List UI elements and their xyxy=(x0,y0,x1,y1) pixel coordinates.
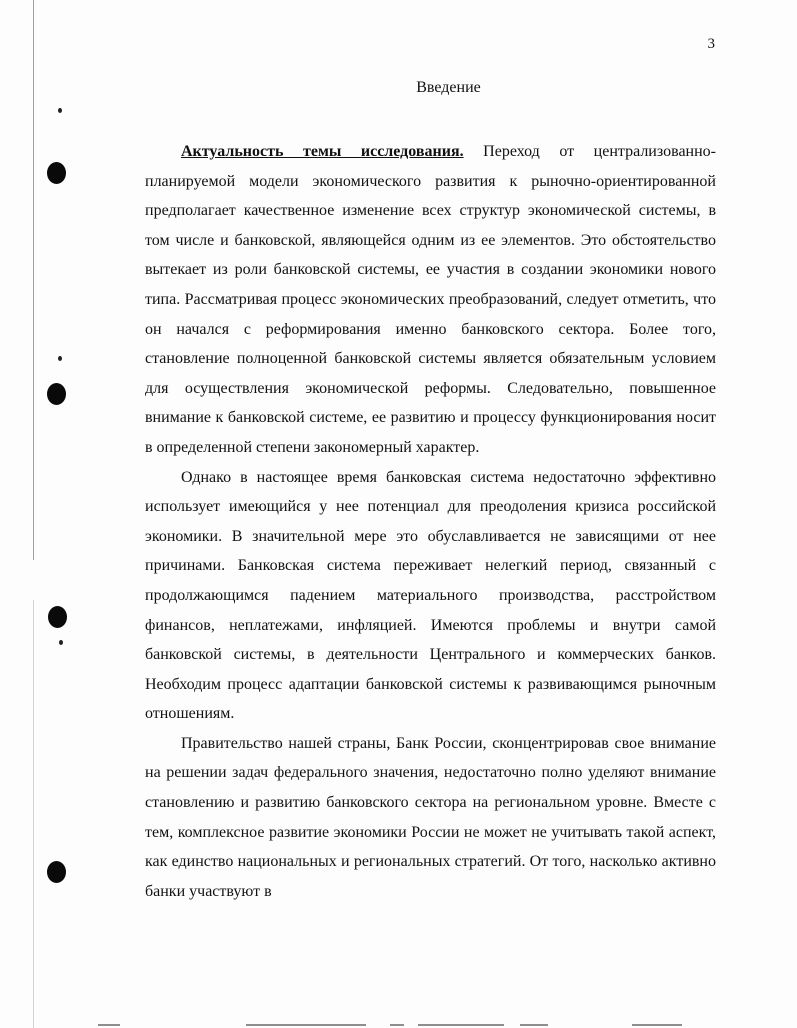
paragraph: Однако в настоящее время банковская система недостаточно эффективно использует имеющийся у нее потенциал для преодоления кризиса российской экономики. В значительной мере это обуславливается не зависящими от нее причинами. Банковская система переживает нелегкий период, связанный с продолжающимся падением материального производства, расстройством финансов, неплатежами, инфляцией. Имеются проблемы и внутри самой банковской системы, в деятельности Центрального и коммерческих банков. Необходим процесс адаптации банковской системы к развивающимся рыночным отношениям. xyxy=(145,468,716,723)
paragraph-text: Переход от централизованно-планируемой модели экономического развития к рыночно-ориентированной предполагает качественное изменение всех структур экономической системы, в том числе и банковской, являющейся одним из ее элементов. Это обстоятельство вытекает из роли банковской системы, ее участия в создании экономики нового типа. Рассматривая процесс экономических преобразований, следует отметить, что он начался с реформирования именно банковского сектора. Более того, становление полноценной банковской системы является обязательным условием для осуществления экономической реформы. Следовательно, повышенное внимание к банковской системе, ее развитию и процессу функционирования носит в определенной степени закономерный характер. xyxy=(145,143,716,456)
scan-bottom-marks xyxy=(0,1020,797,1028)
binder-hole xyxy=(48,606,67,628)
paragraph-lead: Актуальность темы исследования. xyxy=(181,143,464,160)
scan-speck xyxy=(58,108,62,113)
binder-hole xyxy=(47,383,66,405)
page-title: Введение xyxy=(416,79,481,96)
scan-edge-line-lower xyxy=(33,600,34,1028)
binder-hole xyxy=(47,861,66,883)
body-text xyxy=(145,137,716,906)
paragraph xyxy=(145,137,716,463)
scan-speck xyxy=(58,356,62,361)
scan-speck xyxy=(59,640,63,645)
paragraph: Правительство нашей страны, Банк России, сконцентрировав свое внимание на решении задач федерального значения, недостаточно полно уделяют внимание становлению и развитию банковского сектора на региональном уровне. Вместе с тем, комплексное развитие экономики России не может не учитывать такой аспект, как единство национальных и региональных стратегий. От того, насколько активно банки участвуют в xyxy=(145,734,716,900)
page-number: 3 xyxy=(707,36,715,52)
binder-hole xyxy=(47,162,66,184)
